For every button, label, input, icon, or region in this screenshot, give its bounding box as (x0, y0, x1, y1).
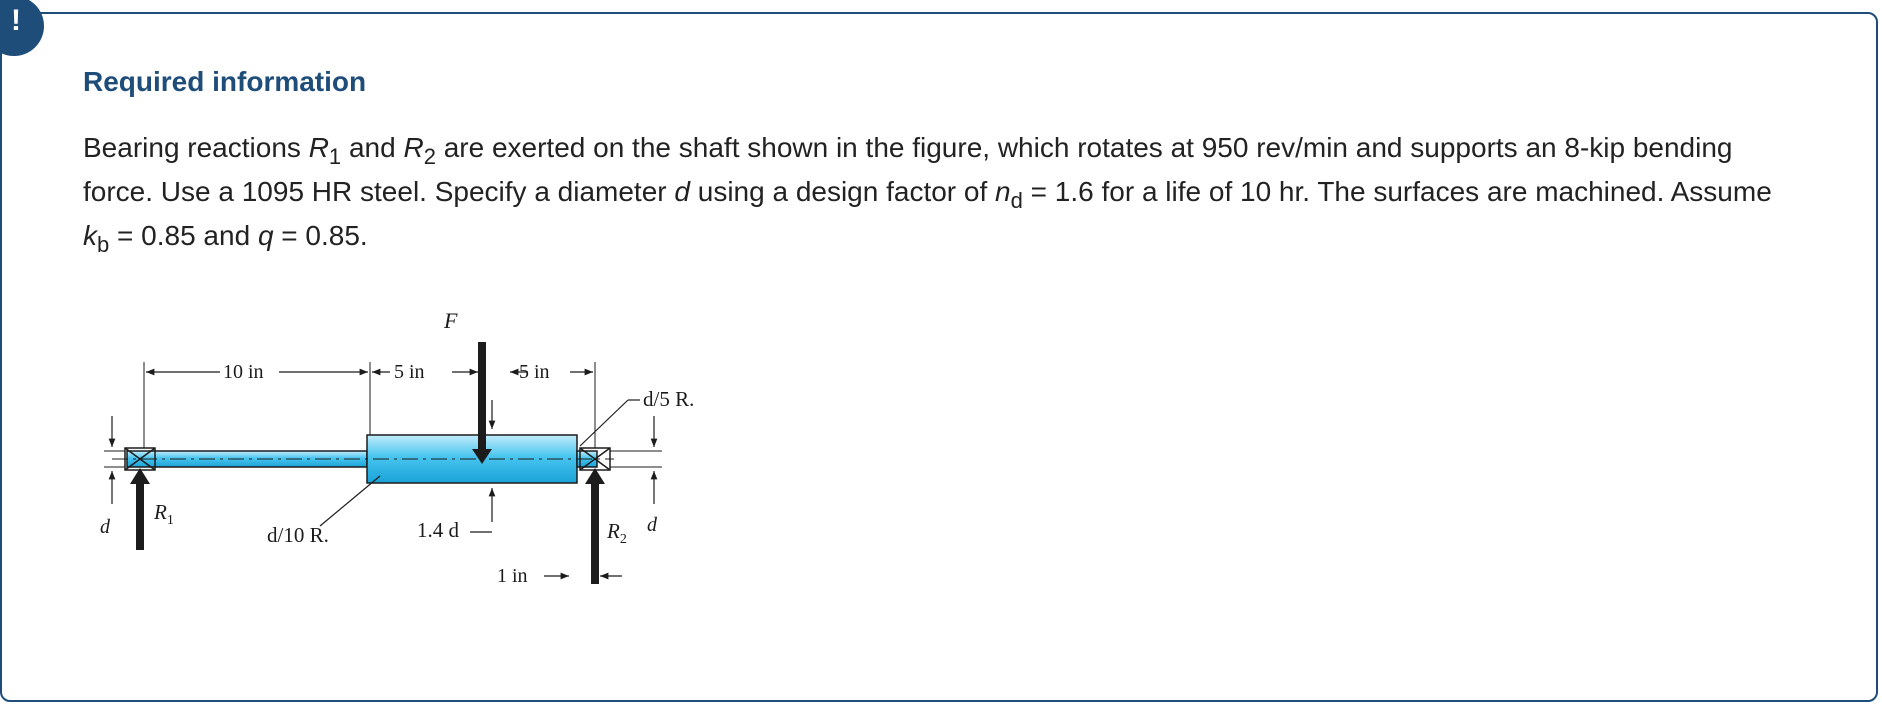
exclamation-icon: ! (0, 0, 44, 56)
fillet-label-left: d/10 R. (267, 523, 329, 547)
reaction-arrow-r2 (585, 468, 605, 584)
diameter-label-right: d (647, 514, 657, 536)
reaction-label-r1: $R_1$ (154, 500, 174, 528)
diameter-label-left: d (100, 516, 110, 538)
dimension-label-10in: 10 in (223, 361, 264, 383)
shaft-figure (92, 304, 742, 614)
reaction-arrow-r1 (130, 468, 150, 550)
dimension-label-5in-right: 5 in (519, 361, 550, 383)
dimension-label-1in: 1 in (497, 565, 528, 587)
force-label: F (444, 308, 458, 333)
fillet-label-right: d/5 R. (643, 387, 695, 411)
question-card (0, 4, 1878, 702)
dimension-label-5in-left: 5 in (394, 361, 425, 383)
section-heading: Required information (83, 66, 367, 97)
step-diameter-label: 1.4 d (417, 518, 459, 542)
reaction-label-r2: $R_2$ (607, 519, 627, 547)
problem-statement: Bearing reactions $R_1$ and $R_2$ are exerted on the shaft shown in the figure, which rotates at 950 rev/min and supports an 8-kip bending force. Use a 1095 HR steel. Specify a diameter d using a design factor of $n_d = 1.6$ for a life of 10 hr. The surfaces are machined. Assume $k_b = 0.85$ and q = 0.85. (83, 132, 1772, 257)
